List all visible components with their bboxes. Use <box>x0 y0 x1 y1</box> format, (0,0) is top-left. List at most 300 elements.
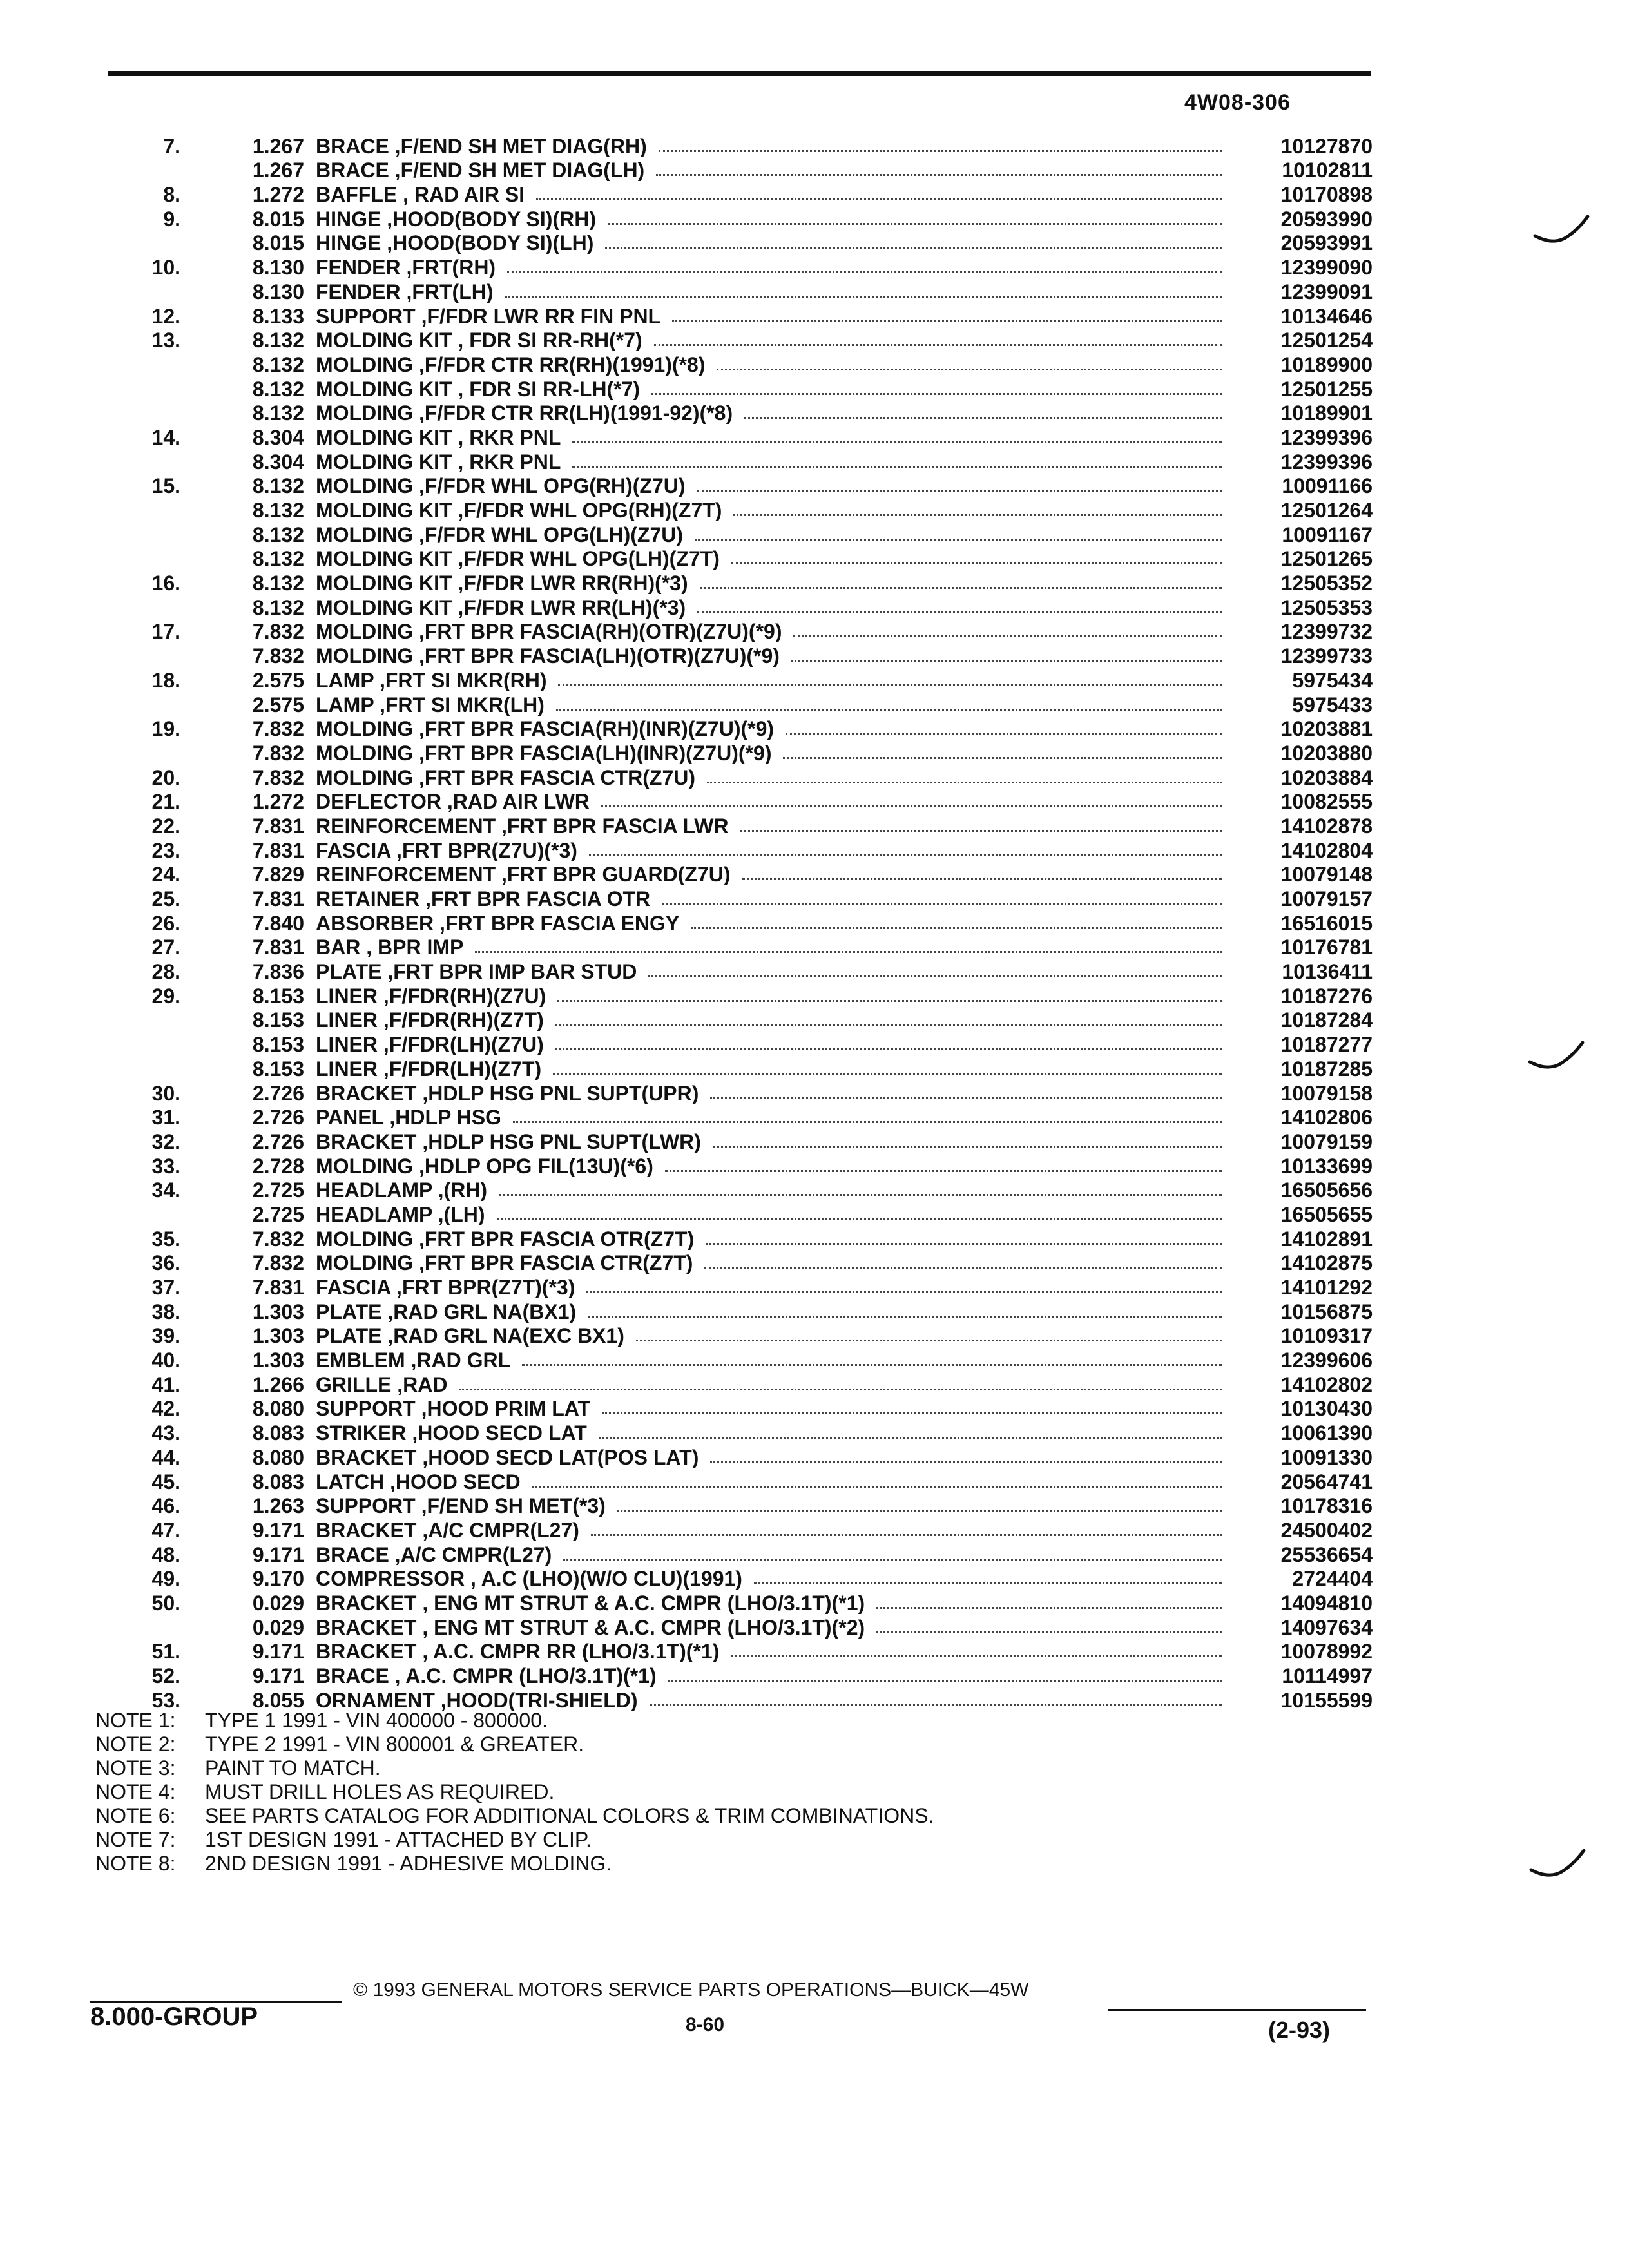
part-number: 10156875 <box>1280 1300 1373 1323</box>
group-number: 8.080 <box>252 1397 304 1421</box>
ref-number: 47. <box>151 1518 180 1542</box>
description-text: DEFLECTOR ,RAD AIR LWR <box>316 791 590 813</box>
ref-number: 9. <box>163 207 180 231</box>
dot-leader <box>513 1121 1222 1123</box>
ref-number: 38. <box>151 1300 180 1323</box>
dot-leader <box>459 1389 1222 1390</box>
dot-leader <box>710 1097 1222 1099</box>
description-text: LINER ,F/FDR(LH)(Z7U) <box>316 1033 544 1056</box>
description-text: BRACKET , ENG MT STRUT & A.C. CMPR (LHO/3.1T)(*1) <box>316 1591 865 1614</box>
part-number: 10091167 <box>1282 523 1373 546</box>
ref-number: 14. <box>151 425 180 449</box>
part-description <box>316 767 1222 789</box>
dot-leader <box>754 1582 1222 1584</box>
group-number: 0.029 <box>252 1615 304 1639</box>
description-text: BRACKET ,HDLP HSG PNL SUPT(LWR) <box>316 1130 701 1153</box>
ref-number: 17. <box>151 620 180 644</box>
group-number: 8.153 <box>252 984 304 1008</box>
notes-list <box>95 1709 934 1876</box>
part-number: 12501265 <box>1280 547 1373 571</box>
part-number: 12399733 <box>1280 644 1373 668</box>
part-description <box>316 1252 1222 1274</box>
part-number: 12399396 <box>1280 450 1373 474</box>
part-row <box>103 206 1373 230</box>
group-number: 8.015 <box>252 231 304 255</box>
dot-leader <box>665 1170 1222 1172</box>
description-text: GRILLE ,RAD <box>316 1373 448 1396</box>
part-number: 10130430 <box>1280 1397 1373 1421</box>
dot-leader <box>742 878 1222 880</box>
note-text: TYPE 2 1991 - VIN 800001 & GREATER. <box>205 1733 584 1756</box>
part-description <box>316 524 1222 546</box>
dot-leader <box>532 1486 1222 1488</box>
description-text: BRACKET , A.C. CMPR RR (LHO/3.1T)(*1) <box>316 1640 720 1663</box>
handwritten-checkmark <box>1527 1039 1585 1077</box>
description-text: MOLDING KIT ,F/FDR LWR RR(LH)(*3) <box>316 596 686 619</box>
note-line <box>95 1780 934 1804</box>
dot-leader <box>605 247 1222 249</box>
ref-number: 29. <box>151 984 180 1008</box>
group-number: 8.132 <box>252 352 304 376</box>
part-number: 24500402 <box>1280 1518 1373 1542</box>
part-number: 10136411 <box>1282 960 1373 984</box>
part-row <box>103 448 1373 473</box>
part-row <box>103 983 1373 1007</box>
description-text: LINER ,F/FDR(LH)(Z7T) <box>316 1057 542 1080</box>
part-row <box>103 1298 1373 1323</box>
part-number: 10187277 <box>1280 1033 1373 1057</box>
part-row <box>103 1007 1373 1032</box>
part-row <box>103 1566 1373 1590</box>
part-description <box>316 694 1222 716</box>
part-number: 10102811 <box>1282 159 1373 182</box>
dot-leader <box>733 514 1222 516</box>
part-row <box>103 1153 1373 1177</box>
note-text: TYPE 1 1991 - VIN 400000 - 800000. <box>205 1709 548 1732</box>
part-row <box>103 473 1373 497</box>
ref-number: 23. <box>151 838 180 862</box>
part-row <box>103 157 1373 182</box>
part-description <box>316 135 1222 157</box>
part-description <box>316 208 1222 230</box>
dot-leader <box>553 1073 1222 1075</box>
part-number: 25536654 <box>1280 1542 1373 1566</box>
dot-leader <box>558 684 1222 686</box>
dot-leader <box>876 1631 1222 1633</box>
part-description <box>316 378 1222 400</box>
ref-number: 27. <box>151 936 180 959</box>
note-label: NOTE 6: <box>95 1804 176 1827</box>
part-description <box>316 1640 1222 1662</box>
description-text: MOLDING ,FRT BPR FASCIA CTR(Z7U) <box>316 766 695 789</box>
group-number: 2.726 <box>252 1129 304 1153</box>
part-description <box>316 1325 1222 1347</box>
dot-leader <box>697 611 1222 613</box>
part-number: 14102804 <box>1280 838 1373 862</box>
part-description <box>316 1689 1222 1711</box>
part-description <box>316 184 1222 206</box>
part-row <box>103 837 1373 861</box>
part-row <box>103 303 1373 327</box>
part-number: 12399090 <box>1280 256 1373 280</box>
description-text: MOLDING ,FRT BPR FASCIA(LH)(INR)(Z7U)(*9) <box>316 742 772 764</box>
description-text: BAFFLE , RAD AIR SI <box>316 184 525 206</box>
part-row <box>103 934 1373 959</box>
group-number: 8.153 <box>252 1057 304 1081</box>
dot-leader <box>876 1607 1222 1609</box>
ref-number: 18. <box>151 668 180 692</box>
dot-leader <box>717 369 1222 370</box>
group-number: 2.575 <box>252 668 304 692</box>
ref-number: 32. <box>151 1129 180 1153</box>
group-number: 8.132 <box>252 474 304 498</box>
page-number: 8-60 <box>686 2014 725 2035</box>
dot-leader <box>707 782 1222 783</box>
dot-leader <box>555 1048 1222 1050</box>
part-number: 12399606 <box>1280 1349 1373 1372</box>
group-number: 8.132 <box>252 547 304 571</box>
description-text: BRACE ,F/END SH MET DIAG(RH) <box>316 135 647 157</box>
note-line <box>95 1733 934 1756</box>
dot-leader <box>651 393 1222 395</box>
part-number: 16505655 <box>1280 1202 1373 1226</box>
part-row <box>103 619 1373 643</box>
group-number: 0.029 <box>252 1591 304 1615</box>
ref-number: 50. <box>151 1591 180 1615</box>
description-text: MOLDING ,F/FDR WHL OPG(LH)(Z7U) <box>316 523 683 546</box>
part-row <box>103 1323 1373 1347</box>
dot-leader <box>700 587 1222 589</box>
description-text: STRIKER ,HOOD SECD LAT <box>316 1422 587 1445</box>
dot-leader <box>591 1534 1222 1536</box>
dot-leader <box>499 1194 1222 1196</box>
part-description <box>316 475 1222 497</box>
copyright-line: © 1993 GENERAL MOTORS SERVICE PARTS OPERATIONS—BUICK—45W <box>353 1979 1029 2001</box>
group-number: 7.840 <box>252 911 304 935</box>
part-row <box>103 667 1373 691</box>
note-line <box>95 1756 934 1780</box>
dot-leader <box>648 975 1222 977</box>
group-number: 8.132 <box>252 499 304 522</box>
dot-leader <box>740 830 1222 832</box>
part-number: 10203880 <box>1280 741 1373 765</box>
ref-number: 35. <box>151 1227 180 1251</box>
part-description <box>316 1228 1222 1250</box>
group-number: 8.132 <box>252 595 304 619</box>
dot-leader <box>783 757 1222 759</box>
part-number: 10187284 <box>1280 1008 1373 1032</box>
part-description <box>316 1276 1222 1298</box>
group-number: 8.133 <box>252 304 304 328</box>
description-text: LAMP ,FRT SI MKR(LH) <box>316 693 545 716</box>
description-text: PLATE ,RAD GRL NA(EXC BX1) <box>316 1325 624 1347</box>
part-number: 10127870 <box>1280 134 1373 158</box>
part-number: 14101292 <box>1280 1276 1373 1299</box>
part-row <box>103 885 1373 910</box>
handwritten-checkmark <box>1532 213 1590 251</box>
part-number: 10114997 <box>1282 1664 1373 1687</box>
page-code: 4W08-306 <box>1184 90 1291 115</box>
part-row <box>103 1177 1373 1202</box>
part-number: 12505353 <box>1280 595 1373 619</box>
group-number: 8.130 <box>252 280 304 303</box>
part-row <box>103 1517 1373 1541</box>
description-text: MOLDING ,FRT BPR FASCIA(RH)(INR)(Z7U)(*9) <box>316 718 775 740</box>
part-number: 12501264 <box>1280 499 1373 522</box>
group-number: 8.153 <box>252 1033 304 1057</box>
dot-leader <box>556 709 1222 711</box>
description-text: MOLDING ,FRT BPR FASCIA CTR(Z7T) <box>316 1252 693 1274</box>
description-text: MOLDING ,F/FDR WHL OPG(RH)(Z7U) <box>316 475 686 497</box>
dot-leader <box>650 1704 1222 1706</box>
group-number: 8.083 <box>252 1470 304 1494</box>
description-text: MOLDING KIT , RKR PNL <box>316 450 561 473</box>
part-description <box>316 1422 1222 1444</box>
dot-leader <box>522 1364 1222 1366</box>
part-number: 14102891 <box>1280 1227 1373 1251</box>
dot-leader <box>706 1243 1222 1245</box>
dot-leader <box>662 903 1222 905</box>
part-description <box>316 1519 1222 1541</box>
part-row <box>103 570 1373 594</box>
handwritten-checkmark <box>1528 1847 1586 1885</box>
description-text: MOLDING KIT ,F/FDR LWR RR(RH)(*3) <box>316 572 688 595</box>
part-description <box>316 1568 1222 1590</box>
part-row <box>103 546 1373 570</box>
part-description <box>316 936 1222 958</box>
part-number: 10079148 <box>1280 863 1373 887</box>
group-number: 7.831 <box>252 887 304 910</box>
dot-leader <box>557 1000 1222 1002</box>
part-number: 5975433 <box>1292 693 1373 716</box>
group-number: 1.266 <box>252 1372 304 1396</box>
description-text: MOLDING KIT ,F/FDR WHL OPG(LH)(Z7T) <box>316 548 720 570</box>
part-row <box>103 1396 1373 1420</box>
ref-number: 34. <box>151 1178 180 1202</box>
ref-number: 45. <box>151 1470 180 1494</box>
ref-number: 51. <box>151 1640 180 1664</box>
part-description <box>316 256 1222 278</box>
ref-number: 20. <box>151 765 180 789</box>
description-text: ORNAMENT ,HOOD(TRI-SHIELD) <box>316 1689 638 1711</box>
description-text: MOLDING KIT ,F/FDR WHL OPG(RH)(Z7T) <box>316 499 722 521</box>
ref-number: 41. <box>151 1372 180 1396</box>
group-number: 1.267 <box>252 134 304 158</box>
dot-leader <box>588 1316 1222 1318</box>
description-text: FENDER ,FRT(LH) <box>316 280 494 303</box>
group-number: 7.832 <box>252 620 304 644</box>
part-row <box>103 789 1373 813</box>
part-row <box>103 1590 1373 1614</box>
part-number: 10189900 <box>1280 352 1373 376</box>
ref-number: 24. <box>151 863 180 887</box>
top-rule <box>108 71 1371 76</box>
group-number: 8.132 <box>252 523 304 546</box>
part-row <box>103 1225 1373 1250</box>
dot-leader <box>599 1437 1222 1439</box>
group-number: 1.303 <box>252 1300 304 1323</box>
description-text: BRACE ,A/C CMPR(L27) <box>316 1543 552 1566</box>
group-number: 7.832 <box>252 644 304 668</box>
group-number: 7.832 <box>252 1227 304 1251</box>
description-text: REINFORCEMENT ,FRT BPR GUARD(Z7U) <box>316 863 731 886</box>
ref-number: 37. <box>151 1276 180 1299</box>
part-description <box>316 354 1222 376</box>
ref-number: 30. <box>151 1081 180 1105</box>
part-row <box>103 1128 1373 1153</box>
part-number: 14102802 <box>1280 1372 1373 1396</box>
part-description <box>316 1665 1222 1687</box>
description-text: PANEL ,HDLP HSG <box>316 1106 502 1129</box>
part-description <box>316 548 1222 570</box>
part-row <box>103 812 1373 837</box>
group-number: 9.170 <box>252 1567 304 1591</box>
part-number: 12399732 <box>1280 620 1373 644</box>
part-number: 10133699 <box>1280 1154 1373 1178</box>
dot-leader <box>704 1267 1222 1269</box>
ref-number: 46. <box>151 1494 180 1518</box>
group-number: 2.725 <box>252 1202 304 1226</box>
group-number: 8.304 <box>252 450 304 474</box>
part-number: 12501254 <box>1280 329 1373 352</box>
dot-leader <box>731 562 1222 564</box>
group-number: 2.575 <box>252 693 304 716</box>
part-row <box>103 1639 1373 1663</box>
part-number: 12399091 <box>1280 280 1373 303</box>
description-text: EMBLEM ,RAD GRL <box>316 1349 511 1372</box>
ref-number: 21. <box>151 790 180 814</box>
description-text: BRACE , A.C. CMPR (LHO/3.1T)(*1) <box>316 1665 657 1687</box>
part-description <box>316 961 1222 983</box>
note-label: NOTE 4: <box>95 1780 176 1803</box>
part-description <box>316 669 1222 691</box>
part-row <box>103 764 1373 789</box>
group-number: 8.083 <box>252 1421 304 1445</box>
part-description <box>316 402 1222 424</box>
part-row <box>103 1347 1373 1371</box>
part-row <box>103 910 1373 934</box>
part-description <box>316 1155 1222 1177</box>
group-number: 8.055 <box>252 1688 304 1712</box>
group-label: 8.000-GROUP <box>90 2003 258 2031</box>
ref-number: 19. <box>151 717 180 741</box>
dot-leader <box>731 1655 1222 1657</box>
ref-number: 10. <box>151 256 180 280</box>
dot-leader <box>695 539 1222 541</box>
part-row <box>103 327 1373 352</box>
dot-leader <box>617 1510 1222 1512</box>
part-row <box>103 1274 1373 1298</box>
part-description <box>316 329 1222 351</box>
part-description <box>316 912 1222 934</box>
ref-number: 25. <box>151 887 180 910</box>
description-text: MOLDING KIT , RKR PNL <box>316 426 561 448</box>
revision-date: (2-93) <box>1268 2017 1331 2043</box>
note-label: NOTE 8: <box>95 1852 176 1875</box>
group-number: 1.303 <box>252 1349 304 1372</box>
part-number: 16505656 <box>1280 1178 1373 1202</box>
dot-leader <box>793 635 1222 637</box>
part-row <box>103 278 1373 303</box>
part-description <box>316 888 1222 910</box>
description-text: HINGE ,HOOD(BODY SI)(LH) <box>316 232 594 255</box>
description-text: BRACE ,F/END SH MET DIAG(LH) <box>316 159 645 182</box>
note-line <box>95 1709 934 1733</box>
dot-leader <box>691 927 1222 929</box>
dot-leader <box>713 1146 1222 1148</box>
part-number: 10155599 <box>1280 1688 1373 1712</box>
part-description <box>316 718 1222 740</box>
part-number: 10079159 <box>1280 1129 1373 1153</box>
description-text: LAMP ,FRT SI MKR(RH) <box>316 669 547 691</box>
footer-rule-right <box>1108 2009 1366 2011</box>
part-description <box>316 1349 1222 1371</box>
description-text: PLATE ,FRT BPR IMP BAR STUD <box>316 961 637 983</box>
part-row <box>103 400 1373 425</box>
note-text: MUST DRILL HOLES AS REQUIRED. <box>205 1780 555 1803</box>
part-row <box>103 351 1373 376</box>
part-row <box>103 424 1373 448</box>
part-description <box>316 1374 1222 1396</box>
group-number: 7.832 <box>252 765 304 789</box>
description-text: BRACKET ,HDLP HSG PNL SUPT(UPR) <box>316 1082 699 1104</box>
part-row <box>103 1614 1373 1639</box>
description-text: LATCH ,HOOD SECD <box>316 1470 521 1493</box>
note-label: NOTE 3: <box>95 1756 176 1780</box>
part-number: 20593990 <box>1280 207 1373 231</box>
note-text: PAINT TO MATCH. <box>205 1756 381 1780</box>
group-number: 2.726 <box>252 1081 304 1105</box>
part-row <box>103 958 1373 983</box>
part-number: 10079158 <box>1280 1081 1373 1105</box>
note-label: NOTE 7: <box>95 1828 176 1851</box>
part-number: 14094810 <box>1280 1591 1373 1615</box>
group-number: 2.728 <box>252 1154 304 1178</box>
description-text: LINER ,F/FDR(RH)(Z7T) <box>316 1009 544 1032</box>
part-description <box>316 1179 1222 1201</box>
dot-leader <box>572 466 1222 468</box>
group-number: 7.829 <box>252 863 304 887</box>
description-text: MOLDING KIT , FDR SI RR-LH(*7) <box>316 378 641 400</box>
part-row <box>103 1468 1373 1493</box>
part-number: 12501255 <box>1280 377 1373 401</box>
part-row <box>103 1541 1373 1566</box>
part-number: 12505352 <box>1280 572 1373 595</box>
ref-number: 43. <box>151 1421 180 1445</box>
part-number: 10091166 <box>1282 474 1373 498</box>
group-number: 7.831 <box>252 838 304 862</box>
description-text: MOLDING ,FRT BPR FASCIA(RH)(OTR)(Z7U)(*9) <box>316 620 782 643</box>
part-row <box>103 1687 1373 1711</box>
part-number: 14102806 <box>1280 1106 1373 1129</box>
group-number: 8.130 <box>252 256 304 280</box>
dot-leader <box>636 1340 1222 1341</box>
ref-number: 15. <box>151 474 180 498</box>
part-description <box>316 620 1222 642</box>
description-text: FASCIA ,FRT BPR(Z7T)(*3) <box>316 1276 575 1298</box>
part-number: 10109317 <box>1280 1324 1373 1348</box>
ref-number: 7. <box>163 134 180 158</box>
dot-leader <box>608 223 1222 225</box>
dot-leader <box>507 271 1222 273</box>
description-text: BRACKET ,A/C CMPR(L27) <box>316 1519 579 1541</box>
group-number: 2.725 <box>252 1178 304 1202</box>
part-number: 16516015 <box>1280 911 1373 935</box>
note-text: 2ND DESIGN 1991 - ADHESIVE MOLDING. <box>205 1852 612 1875</box>
part-number: 14102875 <box>1280 1251 1373 1275</box>
group-number: 7.836 <box>252 960 304 984</box>
dot-leader <box>601 805 1222 807</box>
